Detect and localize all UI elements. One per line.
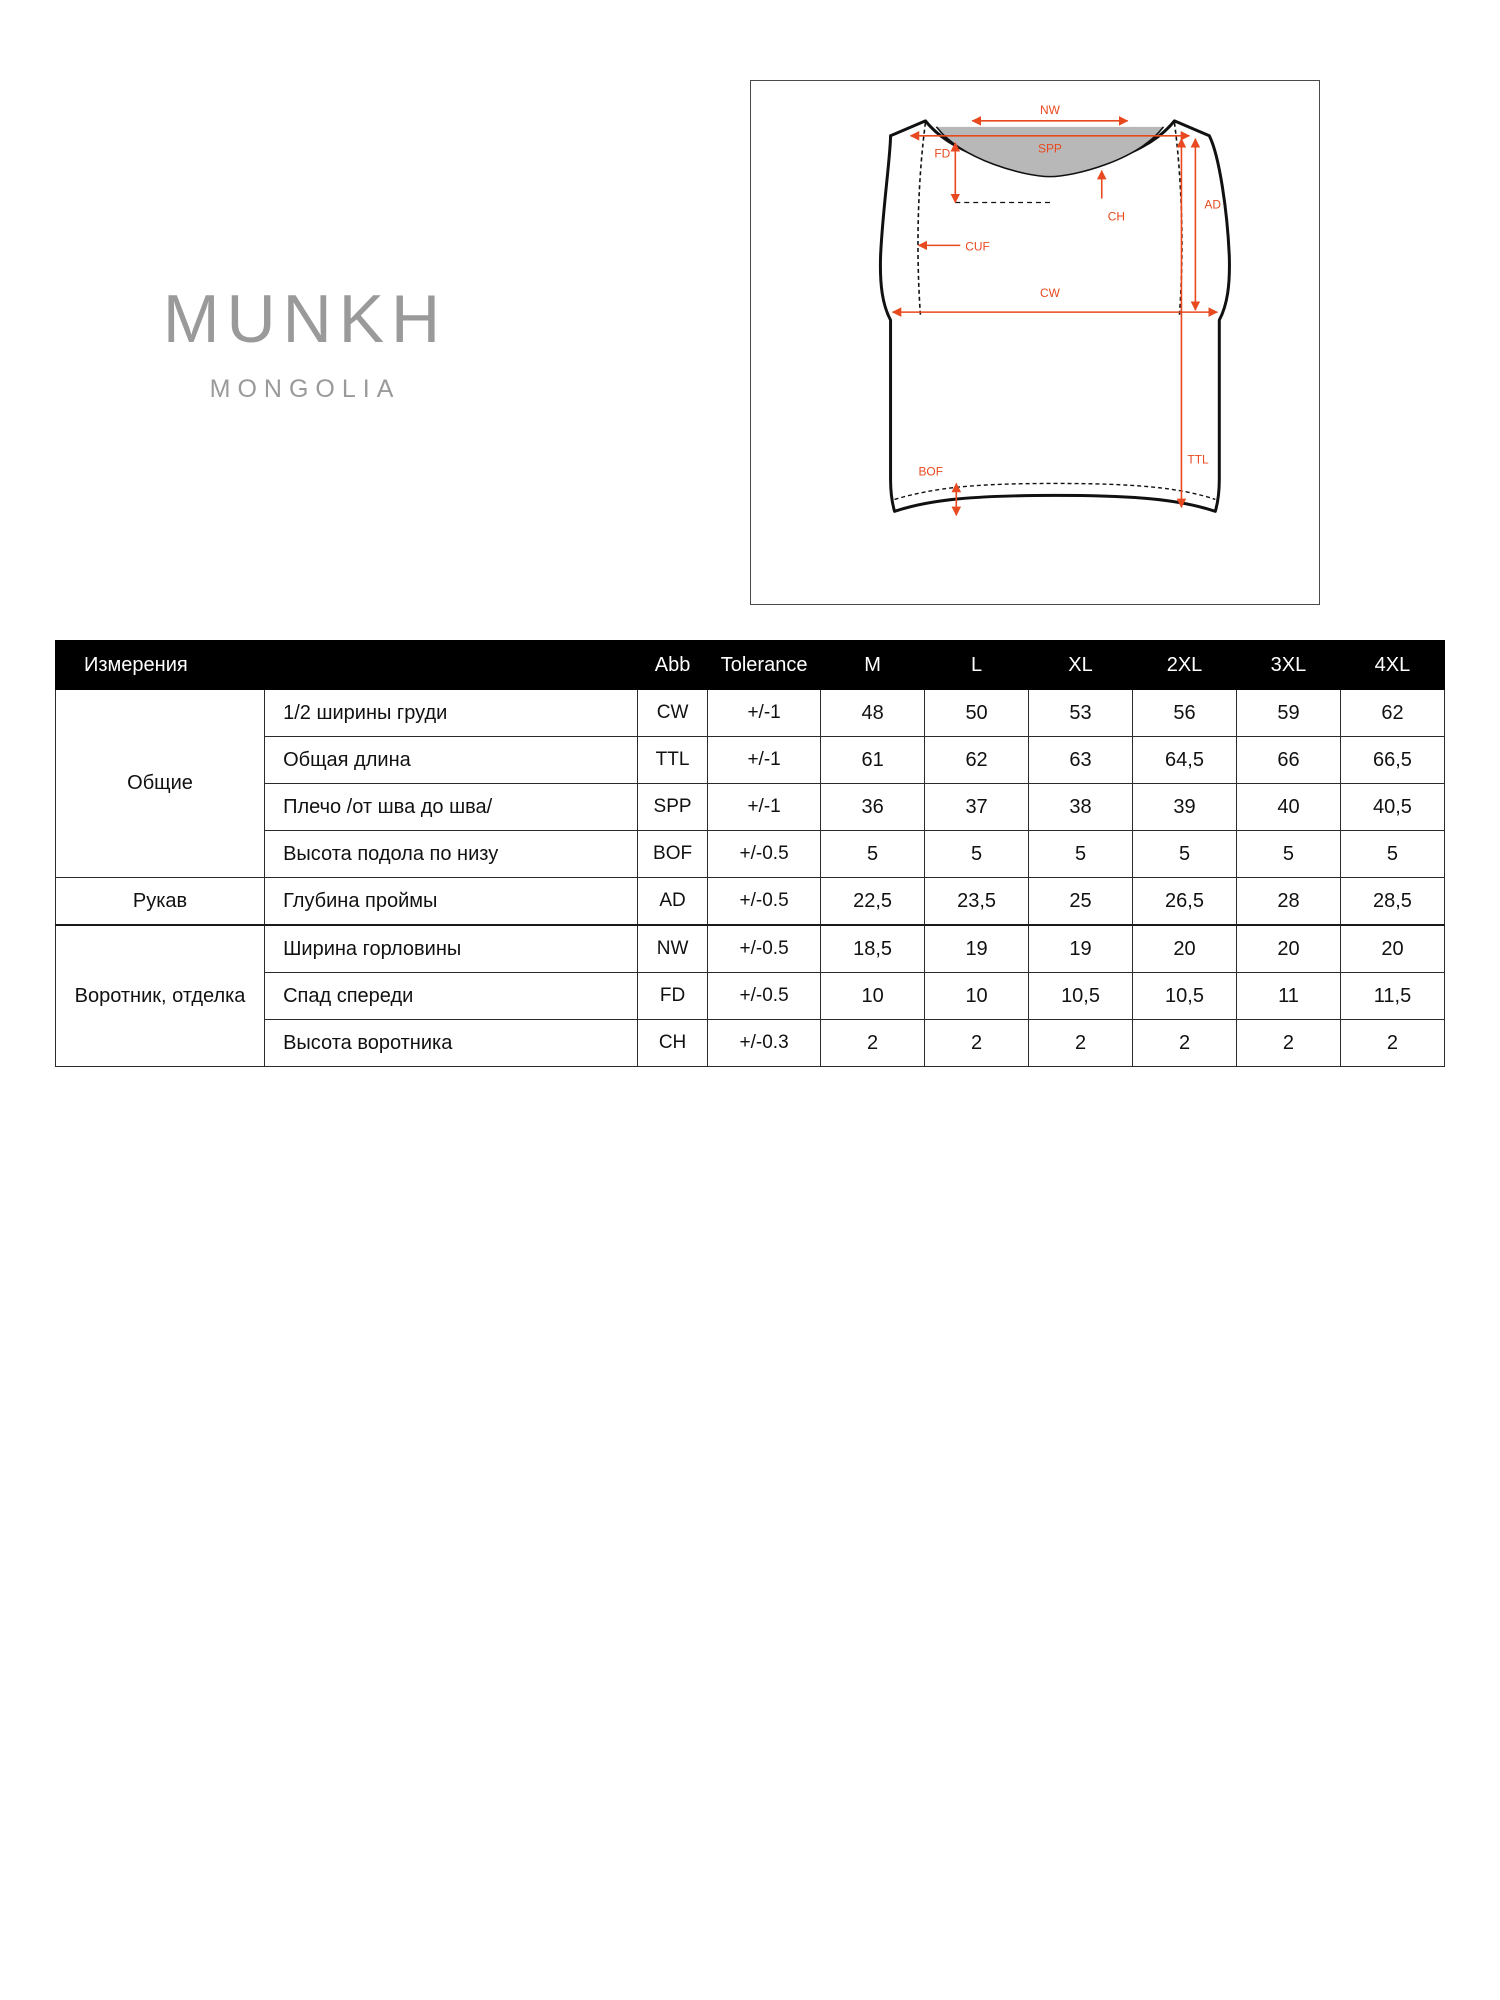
label-spp: SPP bbox=[1037, 141, 1062, 156]
table-row bbox=[56, 690, 1445, 737]
value-l: 2 bbox=[925, 1020, 1029, 1067]
value-4xl: 62 bbox=[1340, 690, 1444, 737]
value-xl: 19 bbox=[1029, 925, 1133, 973]
value-2xl: 20 bbox=[1133, 925, 1237, 973]
header-size-2xl: 2XL bbox=[1133, 641, 1237, 690]
measure-abb: TTL bbox=[638, 737, 708, 784]
measure-abb: BOF bbox=[638, 831, 708, 878]
value-m: 36 bbox=[821, 784, 925, 831]
value-4xl: 20 bbox=[1340, 925, 1444, 973]
value-l: 19 bbox=[925, 925, 1029, 973]
value-4xl: 40,5 bbox=[1340, 784, 1444, 831]
table-row bbox=[56, 1020, 1445, 1067]
value-m: 5 bbox=[821, 831, 925, 878]
value-l: 23,5 bbox=[925, 878, 1029, 926]
measure-name: Плечо /от шва до шва/ bbox=[265, 784, 638, 831]
value-2xl: 26,5 bbox=[1133, 878, 1237, 926]
value-4xl: 5 bbox=[1340, 831, 1444, 878]
label-ad: AD bbox=[1204, 197, 1221, 212]
measure-name: Глубина проймы bbox=[265, 878, 638, 926]
group-label-general: Общие bbox=[56, 690, 265, 878]
measure-tolerance: +/-1 bbox=[708, 690, 821, 737]
measure-abb: CH bbox=[638, 1020, 708, 1067]
value-xl: 5 bbox=[1029, 831, 1133, 878]
value-xl: 63 bbox=[1029, 737, 1133, 784]
value-l: 37 bbox=[925, 784, 1029, 831]
measure-name: Спад спереди bbox=[265, 973, 638, 1020]
measure-tolerance: +/-0.5 bbox=[708, 878, 821, 926]
measure-abb: CW bbox=[638, 690, 708, 737]
value-m: 10 bbox=[821, 973, 925, 1020]
table-row bbox=[56, 973, 1445, 1020]
value-3xl: 5 bbox=[1236, 831, 1340, 878]
header-size-xl: XL bbox=[1029, 641, 1133, 690]
label-fd: FD bbox=[934, 146, 951, 161]
value-l: 10 bbox=[925, 973, 1029, 1020]
value-2xl: 10,5 bbox=[1133, 973, 1237, 1020]
table-row bbox=[56, 878, 1445, 926]
value-3xl: 59 bbox=[1236, 690, 1340, 737]
measure-tolerance: +/-0.5 bbox=[708, 925, 821, 973]
table-header-row bbox=[56, 641, 1445, 690]
header-size-l: L bbox=[925, 641, 1029, 690]
header-measure: Измерения bbox=[56, 641, 638, 690]
value-4xl: 66,5 bbox=[1340, 737, 1444, 784]
measure-abb: FD bbox=[638, 973, 708, 1020]
measure-abb: AD bbox=[638, 878, 708, 926]
size-chart-table bbox=[55, 640, 1445, 1067]
label-bof: BOF bbox=[918, 464, 943, 479]
measure-tolerance: +/-0.3 bbox=[708, 1020, 821, 1067]
brand-subtitle: MONGOLIA bbox=[209, 375, 401, 403]
value-xl: 2 bbox=[1029, 1020, 1133, 1067]
label-cw: CW bbox=[1039, 286, 1060, 301]
label-ch: CH bbox=[1107, 209, 1125, 224]
value-2xl: 39 bbox=[1133, 784, 1237, 831]
measure-name: Высота воротника bbox=[265, 1020, 638, 1067]
value-l: 62 bbox=[925, 737, 1029, 784]
value-4xl: 28,5 bbox=[1340, 878, 1444, 926]
header-abb: Abb bbox=[638, 641, 708, 690]
brand-name: MUNKH bbox=[162, 281, 448, 357]
measure-tolerance: +/-0.5 bbox=[708, 973, 821, 1020]
value-l: 50 bbox=[925, 690, 1029, 737]
value-3xl: 2 bbox=[1236, 1020, 1340, 1067]
measure-name: Общая длина bbox=[265, 737, 638, 784]
table-row bbox=[56, 784, 1445, 831]
value-3xl: 40 bbox=[1236, 784, 1340, 831]
value-3xl: 28 bbox=[1236, 878, 1340, 926]
label-cuf: CUF bbox=[965, 239, 990, 254]
header-size-3xl: 3XL bbox=[1236, 641, 1340, 690]
measure-tolerance: +/-1 bbox=[708, 737, 821, 784]
value-3xl: 11 bbox=[1236, 973, 1340, 1020]
group-label-collar: Воротник, отделка bbox=[56, 925, 265, 1067]
measure-abb: NW bbox=[638, 925, 708, 973]
header-size-m: M bbox=[821, 641, 925, 690]
technical-drawing bbox=[750, 80, 1320, 605]
measure-name: Ширина горловины bbox=[265, 925, 638, 973]
header-size-4xl: 4XL bbox=[1340, 641, 1444, 690]
value-2xl: 64,5 bbox=[1133, 737, 1237, 784]
label-nw: NW bbox=[1039, 102, 1060, 117]
measure-name: Высота подола по низу bbox=[265, 831, 638, 878]
group-label-sleeve: Рукав bbox=[56, 878, 265, 926]
table-row bbox=[56, 831, 1445, 878]
measure-tolerance: +/-0.5 bbox=[708, 831, 821, 878]
value-xl: 38 bbox=[1029, 784, 1133, 831]
measure-name: 1/2 ширины груди bbox=[265, 690, 638, 737]
value-2xl: 2 bbox=[1133, 1020, 1237, 1067]
value-4xl: 11,5 bbox=[1340, 973, 1444, 1020]
brand-block bbox=[115, 281, 495, 404]
value-m: 22,5 bbox=[821, 878, 925, 926]
value-xl: 25 bbox=[1029, 878, 1133, 926]
value-xl: 10,5 bbox=[1029, 973, 1133, 1020]
header-tolerance: Tolerance bbox=[708, 641, 821, 690]
value-m: 18,5 bbox=[821, 925, 925, 973]
value-m: 2 bbox=[821, 1020, 925, 1067]
value-2xl: 56 bbox=[1133, 690, 1237, 737]
value-3xl: 20 bbox=[1236, 925, 1340, 973]
value-xl: 53 bbox=[1029, 690, 1133, 737]
value-4xl: 2 bbox=[1340, 1020, 1444, 1067]
value-2xl: 5 bbox=[1133, 831, 1237, 878]
measure-tolerance: +/-1 bbox=[708, 784, 821, 831]
value-m: 61 bbox=[821, 737, 925, 784]
measure-abb: SPP bbox=[638, 784, 708, 831]
label-ttl: TTL bbox=[1187, 452, 1209, 467]
value-m: 48 bbox=[821, 690, 925, 737]
value-3xl: 66 bbox=[1236, 737, 1340, 784]
value-l: 5 bbox=[925, 831, 1029, 878]
table-row bbox=[56, 737, 1445, 784]
table-row bbox=[56, 925, 1445, 973]
